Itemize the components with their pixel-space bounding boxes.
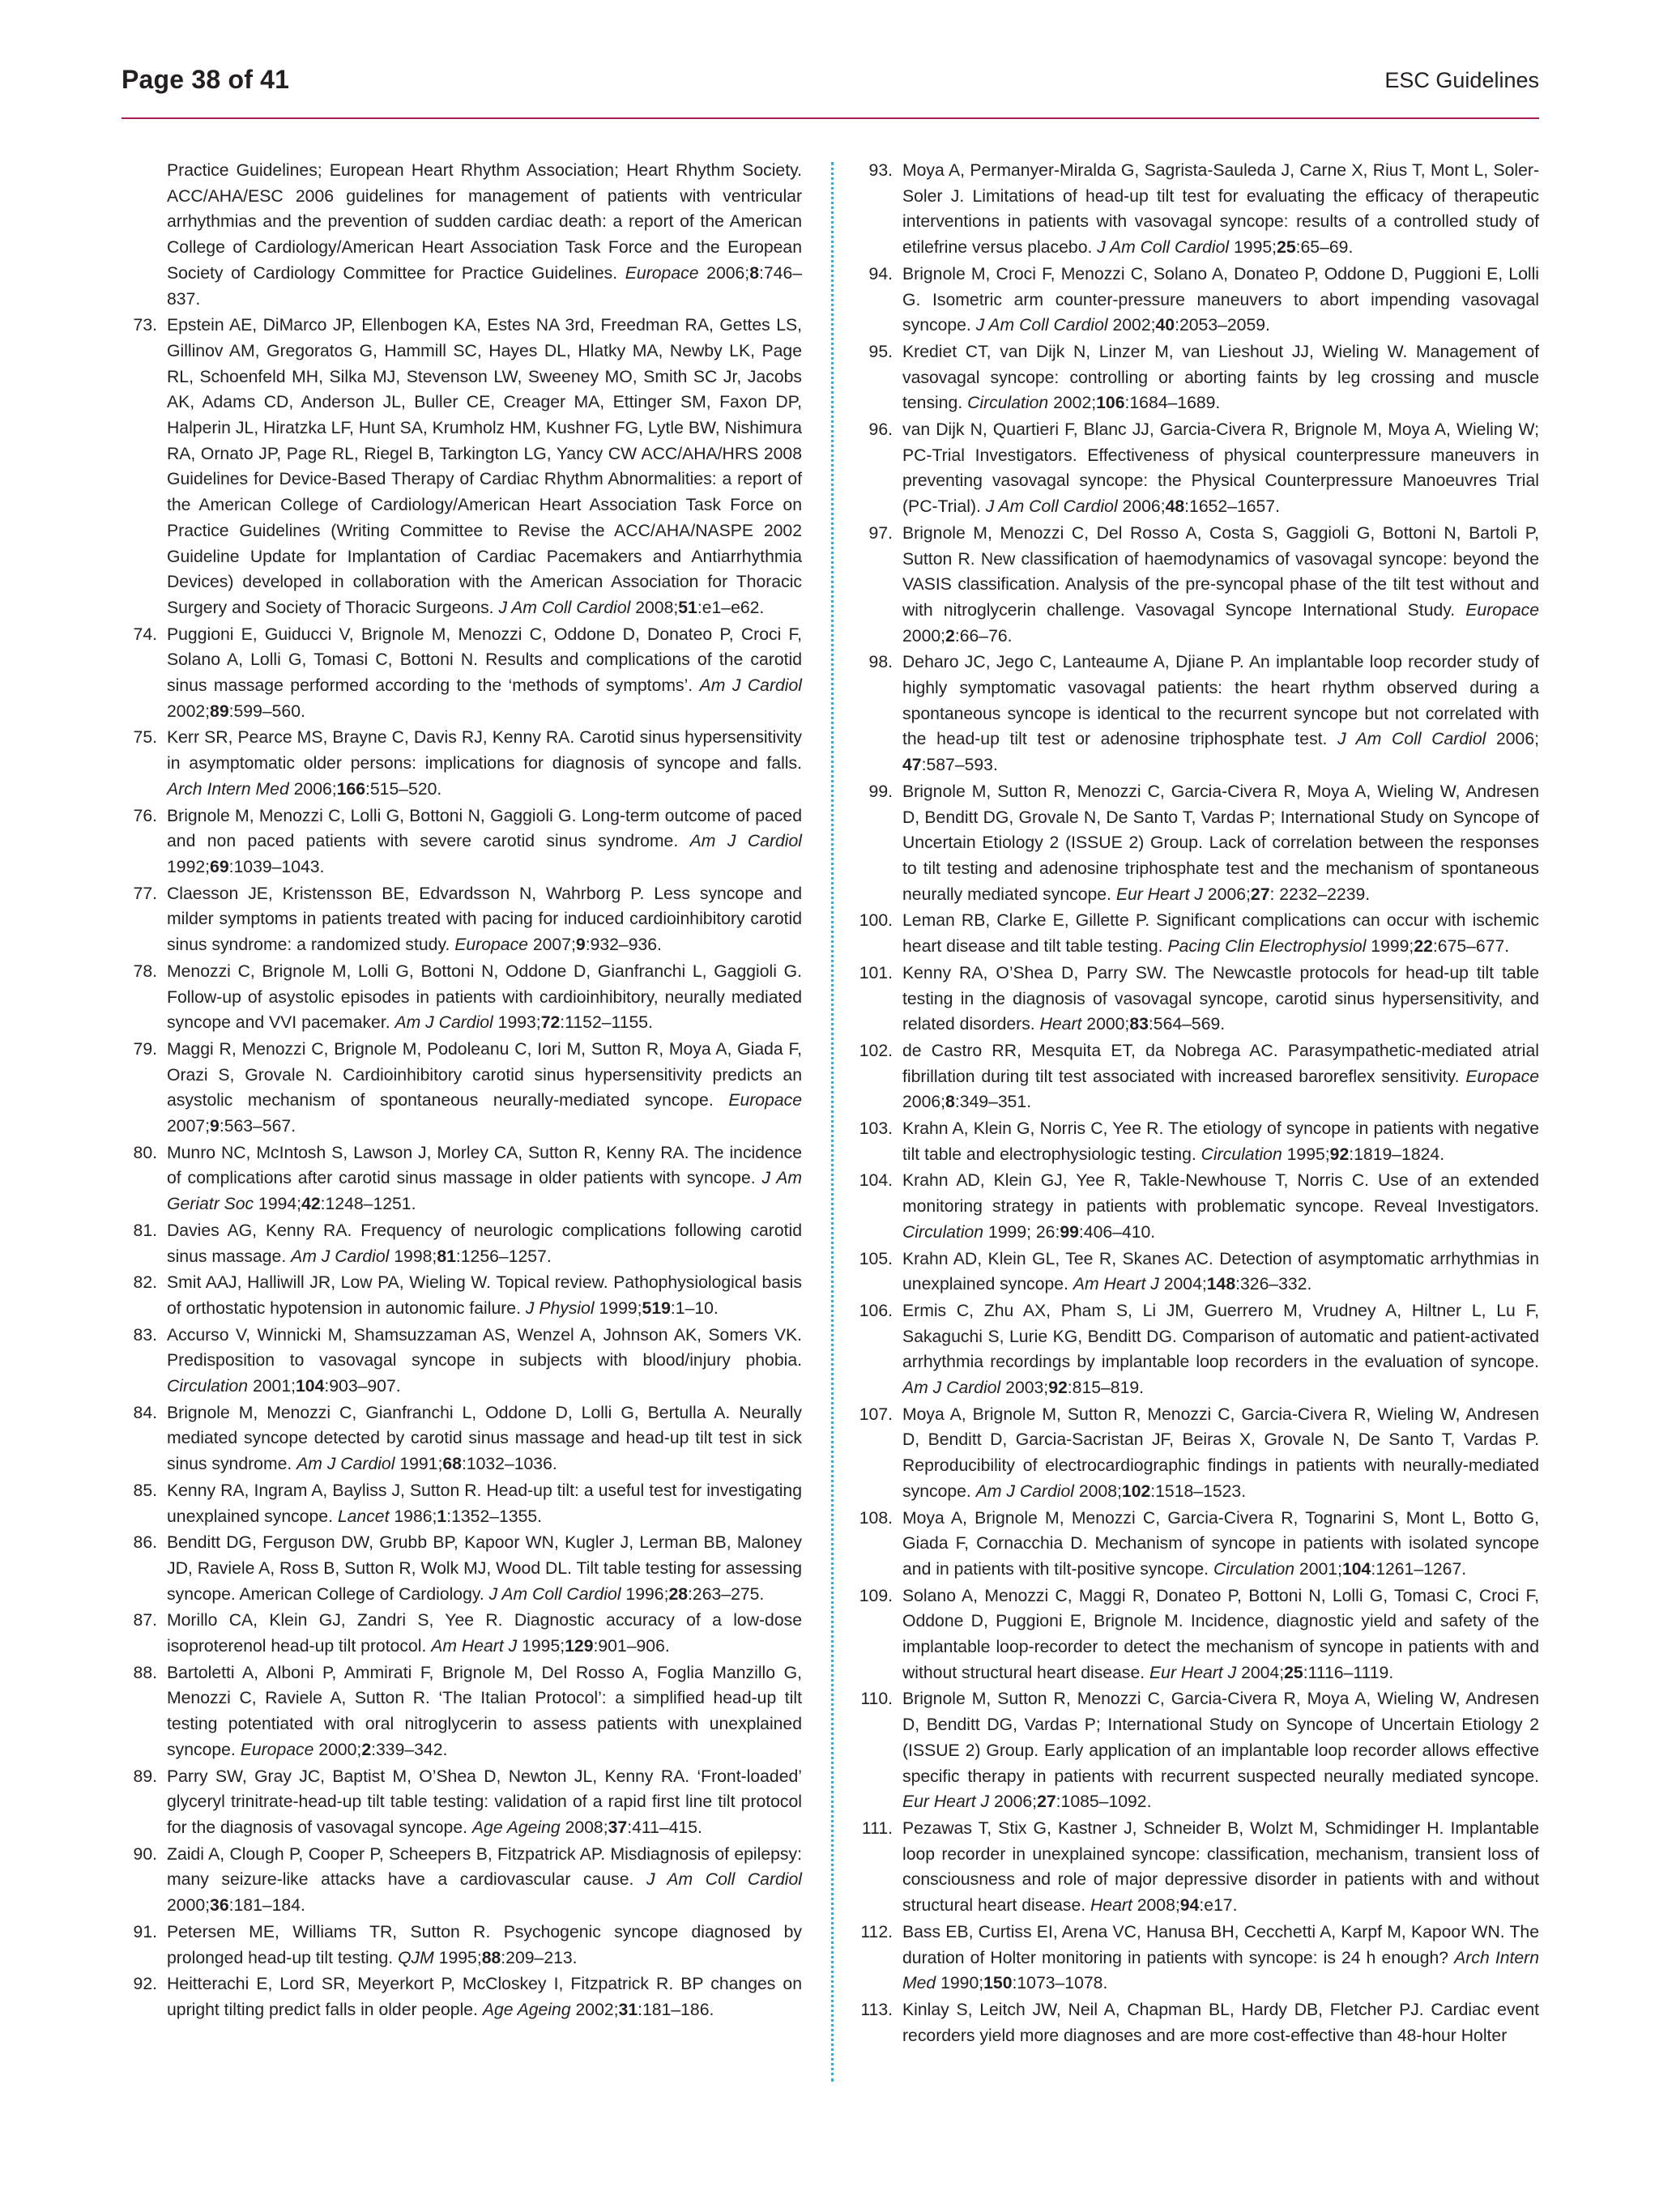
reference-text: Bass EB, Curtiss EI, Arena VC, Hanusa BH, Cecchetti A, Karpf M, Kapoor WN. The duration of Holter monitoring in patients with syncope: is 24 h enough?	[902, 1922, 1539, 1967]
reference-item	[857, 1920, 1539, 1997]
reference-number: 103.	[859, 1119, 893, 1139]
reference-pages: :326–332.	[1235, 1275, 1312, 1294]
reference-item	[857, 650, 1539, 778]
reference-journal: Europace	[1465, 600, 1539, 620]
reference-journal: J Am Coll Cardiol	[488, 1584, 621, 1604]
reference-journal: Circulation	[1201, 1144, 1282, 1164]
reference-item	[122, 1323, 802, 1400]
reference-pages: :563–567.	[219, 1117, 296, 1136]
reference-number: 107.	[859, 1404, 893, 1424]
reference-pages: : 2232–2239.	[1269, 884, 1371, 904]
reference-year: 1998;	[389, 1247, 437, 1266]
reference-item	[857, 1583, 1539, 1686]
reference-volume: 83	[1129, 1015, 1149, 1034]
reference-continuation	[122, 158, 802, 312]
reference-journal: Am J Cardiol	[291, 1247, 390, 1266]
reference-pages: :1116–1119.	[1303, 1663, 1394, 1682]
reference-year: 2006;	[706, 263, 750, 283]
reference-pages: :411–415.	[627, 1818, 702, 1837]
reference-journal: Circulation	[167, 1377, 249, 1396]
reference-volume: 37	[608, 1818, 628, 1837]
reference-item	[122, 1920, 802, 1971]
reference-item	[122, 1608, 802, 1659]
reference-volume: 9	[575, 936, 586, 955]
reference-text: Krahn A, Klein G, Norris C, Yee R. The etiology of syncope in patients with negative tilt table and electrophysiologic testing.	[902, 1119, 1539, 1164]
reference-item	[857, 779, 1539, 908]
reference-text: Morillo CA, Klein GJ, Zandri S, Yee R. Diagnostic accuracy of a low-dose isoproterenol head-up tilt protocol.	[167, 1611, 802, 1656]
reference-year: 2000;	[167, 1896, 211, 1916]
reference-item	[122, 1842, 802, 1919]
reference-text: Benditt DG, Ferguson DW, Grubb BP, Kapoor WN, Kugler J, Lerman BB, Maloney JD, Raviele A, Ross B, Sutton R, Wolk MJ, Wood DL. Tilt table testing for assessing syncope. American College of Cardiology.	[167, 1533, 802, 1604]
reference-year: 2000;	[902, 626, 946, 646]
reference-item	[857, 262, 1539, 339]
reference-text: Brignole M, Croci F, Menozzi C, Solano A, Donateo P, Oddone D, Puggioni E, Lolli G. Isometric arm counter-pressure maneuvers to abort impending vasovagal syncope.	[902, 264, 1539, 335]
reference-text: Solano A, Menozzi C, Maggi R, Donateo P, Bottoni N, Lolli G, Tomasi C, Croci F, Oddone D, Puggioni E, Brignole M. Incidence, diagnostic yield and safety of the implantable loop-recorder to detect the mechanism of syncope in patients with and without structural heart disease.	[902, 1586, 1539, 1682]
reference-pages: :1039–1043.	[228, 857, 325, 876]
reference-year: 1992;	[167, 857, 211, 876]
reference-journal: J Am Geriatr Soc	[167, 1169, 802, 1214]
reference-pages: :587–593.	[921, 756, 998, 775]
reference-year: 2006;	[1117, 497, 1166, 517]
reference-text: Kerr SR, Pearce MS, Brayne C, Davis RJ, Kenny RA. Carotid sinus hypersensitivity in asymptomatic older persons: implications for diagnosis of syncope and falls.	[167, 728, 802, 774]
reference-text: Ermis C, Zhu AX, Pham S, Li JM, Guerrero M, Vrudney A, Hiltner L, Lu F, Sakaguchi S, Lurie KG, Benditt DG. Comparison of automatic and patient-activated arrhythmia recordings by implantable loop recorders in the evaluation of syncope.	[902, 1301, 1539, 1372]
reference-text: Krediet CT, van Dijk N, Linzer M, van Lieshout JJ, Wieling W. Management of vasovagal syncope: controlling or aborting faints by leg crossing and muscle tensing.	[902, 342, 1539, 413]
column-divider	[831, 162, 834, 2082]
reference-year: 2008;	[1132, 1896, 1180, 1916]
reference-number: 83.	[133, 1325, 157, 1345]
reference-year: 1995;	[1282, 1144, 1330, 1164]
reference-pages: :1073–1078.	[1012, 1974, 1108, 1993]
reference-pages: :209–213.	[501, 1948, 578, 1967]
reference-item	[857, 1168, 1539, 1245]
reference-year: 2002;	[570, 2000, 619, 2019]
reference-volume: 8	[749, 263, 759, 283]
reference-number: 106.	[859, 1301, 893, 1320]
reference-item	[122, 622, 802, 725]
reference-item	[857, 1298, 1539, 1401]
reference-number: 99.	[868, 782, 893, 801]
reference-volume: 27	[1250, 884, 1270, 904]
reference-number: 77.	[133, 884, 157, 903]
reference-text: Brignole M, Sutton R, Menozzi C, Garcia-Civera R, Moya A, Wieling W, Andresen D, Benditt DG, Grovale N, De Santo T, Vardas P; International Study on Syncope of Uncertain Etiology 2 (ISSUE 2) Group. Lack of correlation between the responses to tilt testing and adenosine triphosphate test and the mechanism of spontaneous neurally mediated syncope.	[902, 782, 1539, 904]
reference-text: Zaidi A, Clough P, Cooper P, Scheepers B, Fitzpatrick AP. Misdiagnosis of epilepsy: many seizure-like attacks have a cardiovascular cause.	[167, 1844, 802, 1890]
reference-journal: QJM	[398, 1948, 434, 1967]
reference-item	[122, 1270, 802, 1321]
reference-volume: 2	[361, 1740, 372, 1759]
reference-journal: J Am Coll Cardiol	[646, 1870, 803, 1890]
reference-volume: 1	[437, 1507, 447, 1526]
reference-journal: Europace	[1465, 1067, 1540, 1086]
reference-pages: :2053–2059.	[1175, 316, 1270, 335]
reference-number: 85.	[133, 1481, 157, 1500]
reference-year: 1999;	[1366, 937, 1414, 957]
reference-journal: J Am Coll Cardiol	[975, 316, 1108, 335]
reference-item	[857, 1686, 1539, 1815]
reference-volume: 40	[1155, 316, 1175, 335]
reference-pages: :1032–1036.	[461, 1455, 557, 1474]
reference-volume: 102	[1121, 1481, 1151, 1501]
reference-year: 1993;	[493, 1013, 541, 1033]
reference-pages: :1518–1523.	[1150, 1481, 1247, 1501]
reference-pages: :515–520.	[365, 779, 442, 799]
journal-title: ESC Guidelines	[1384, 68, 1539, 92]
reference-pages: :675–677.	[1432, 937, 1510, 957]
reference-volume: 72	[540, 1013, 561, 1033]
reference-year: 1995;	[433, 1948, 482, 1967]
reference-pages: :901–906.	[593, 1637, 670, 1656]
reference-number: 79.	[133, 1039, 157, 1059]
reference-number: 113.	[860, 2000, 893, 2019]
reference-journal: J Am Coll Cardiol	[1097, 238, 1230, 258]
reference-item	[857, 339, 1539, 416]
page-header	[122, 65, 1539, 113]
reference-list-left	[122, 313, 802, 2022]
reference-number: 93.	[868, 161, 893, 180]
reference-number: 97.	[868, 523, 893, 543]
reference-pages: :903–907.	[324, 1377, 401, 1396]
reference-number: 111.	[861, 1819, 893, 1838]
reference-volume: 9	[210, 1117, 220, 1136]
reference-item	[857, 1506, 1539, 1583]
reference-journal: Arch Intern Med	[902, 1948, 1539, 1993]
reference-pages: :349–351.	[954, 1093, 1032, 1112]
reference-text: Deharo JC, Jego C, Lanteaume A, Djiane P. An implantable loop recorder study of highly symptomatic vasovagal patients: the heart rhythm observed during a spontaneous syncope is identical to the recurrent syncope but not correlated with the head-up tilt test or adenosine triphosphate test.	[902, 653, 1539, 749]
reference-year: 1999; 26:	[983, 1222, 1060, 1242]
reference-volume: 25	[1284, 1663, 1303, 1682]
reference-text: Brignole M, Menozzi C, Lolli G, Bottoni N, Gaggioli G. Long-term outcome of paced and non paced patients with severe carotid sinus syndrome.	[167, 806, 802, 851]
reference-item	[857, 417, 1539, 520]
reference-column-right	[857, 158, 1539, 2049]
reference-journal: Am J Cardiol	[975, 1481, 1074, 1501]
reference-number: 104.	[859, 1171, 893, 1191]
reference-pages: :e17.	[1199, 1896, 1238, 1916]
reference-text: Krahn AD, Klein GJ, Yee R, Takle-Newhouse T, Norris C. Use of an extended monitoring strategy in patients with problematic syncope. Reveal Investigators.	[902, 1171, 1539, 1217]
reference-pages: :181–186.	[638, 2000, 714, 2019]
reference-volume: 89	[210, 701, 229, 721]
reference-text: Brignole M, Menozzi C, Gianfranchi L, Oddone D, Lolli G, Bertulla A. Neurally mediated syncope detected by carotid sinus massage and head-up tilt test in sick sinus syndrome.	[167, 1403, 802, 1474]
reference-text: Puggioni E, Guiducci V, Brignole M, Menozzi C, Oddone D, Donateo P, Croci F, Solano A, Lolli G, Tomasi C, Bottoni N. Results and complications of the carotid sinus massage performed according to the ‘methods of symptoms’.	[167, 624, 802, 696]
reference-year: 1996;	[621, 1584, 669, 1604]
reference-text: Kinlay S, Leitch JW, Neil A, Chapman BL, Hardy DB, Fletcher PJ. Cardiac event recorders yield more diagnoses and are more cost-effective than 48-hour Holter	[902, 2000, 1539, 2045]
reference-text: Davies AG, Kenny RA. Frequency of neurologic complications following carotid sinus massage.	[167, 1221, 802, 1266]
reference-text: Kenny RA, Ingram A, Bayliss J, Sutton R. Head-up tilt: a useful test for investigating unexplained syncope.	[167, 1481, 802, 1526]
reference-number: 96.	[868, 420, 893, 440]
reference-pages: :815–819.	[1067, 1379, 1145, 1398]
reference-number: 89.	[133, 1767, 157, 1786]
reference-text: Krahn AD, Klein GL, Tee R, Skanes AC. Detection of asymptomatic arrhythmias in unexplained syncope.	[902, 1249, 1539, 1294]
reference-journal: Europace	[625, 263, 699, 283]
reference-year: 2002;	[1048, 394, 1097, 413]
reference-volume: 36	[210, 1896, 229, 1916]
reference-journal: Eur Heart J	[1115, 884, 1203, 904]
reference-text: Brignole M, Sutton R, Menozzi C, Garcia-Civera R, Moya A, Wieling W, Andresen D, Benditt DG, Vardas P; International Study on Syncope of Uncertain Etiology 2 (ISSUE 2) Group. Early application of an implantable loop recorder allows effective specific therapy in patients with recurrent suspected neurally mediated syncope.	[902, 1690, 1539, 1786]
reference-volume: 27	[1037, 1792, 1056, 1812]
reference-number: 92.	[133, 1975, 157, 1994]
reference-item	[122, 725, 802, 802]
reference-number: 105.	[859, 1249, 893, 1268]
reference-number: 84.	[133, 1403, 157, 1422]
reference-volume: 25	[1277, 238, 1296, 258]
reference-year: 1994;	[254, 1195, 302, 1214]
reference-text: Leman RB, Clarke E, Gillette P. Significant complications can occur with ischemic heart disease and tilt table testing.	[902, 911, 1539, 957]
reference-volume: 48	[1165, 497, 1185, 517]
reference-journal: Europace	[728, 1091, 803, 1110]
reference-pages: :339–342.	[371, 1740, 448, 1759]
reference-pages: :181–184.	[228, 1896, 305, 1916]
reference-pages: :932–936.	[585, 936, 662, 955]
reference-item	[122, 1764, 802, 1841]
reference-journal: Age Ageing	[471, 1818, 561, 1837]
reference-volume: 99	[1060, 1222, 1079, 1242]
reference-volume: 150	[983, 1974, 1013, 1993]
reference-year: 2006;	[902, 1093, 946, 1112]
reference-year: 1999;	[594, 1298, 642, 1318]
reference-number: 100.	[859, 911, 893, 931]
reference-journal: Am Heart J	[431, 1637, 518, 1656]
reference-volume: 166	[336, 779, 366, 799]
reference-number: 78.	[133, 961, 157, 981]
reference-item	[122, 1530, 802, 1607]
reference-year: 2006;	[288, 779, 337, 799]
reference-item	[122, 1400, 802, 1477]
reference-pages: :599–560.	[228, 701, 305, 721]
page-number: Page 38 of 41	[122, 65, 290, 94]
reference-journal: Am Heart J	[1073, 1275, 1159, 1294]
reference-journal: Eur Heart J	[902, 1792, 990, 1812]
reference-number: 110.	[860, 1690, 893, 1709]
reference-number: 87.	[133, 1611, 157, 1630]
reference-year: 2007;	[167, 1117, 211, 1136]
reference-text: Moya A, Permanyer-Miralda G, Sagrista-Sauleda J, Carne X, Rius T, Mont L, Soler-Soler J. Limitations of head-up tilt test for evaluating the efficacy of therapeutic interventions in patients with vasovagal syncope: results of a controlled study of etilefrine versus placebo.	[902, 161, 1539, 258]
reference-journal: Pacing Clin Electrophysiol	[1167, 937, 1367, 957]
reference-volume: 28	[668, 1584, 689, 1604]
reference-volume: 104	[296, 1377, 325, 1396]
reference-number: 82.	[133, 1273, 157, 1293]
reference-text: Moya A, Brignole M, Sutton R, Menozzi C, Garcia-Civera R, Wieling W, Andresen D, Benditt D, Garcia-Sacristan JF, Beiras X, Grovale N, De Santo T, Vardas P. Reproducibility of electrocardiographic findings in patients with neurally-mediated syncope.	[902, 1404, 1539, 1501]
reference-text: Maggi R, Menozzi C, Brignole M, Podoleanu C, Iori M, Sutton R, Moya A, Giada F, Orazi S, Grovale N. Cardioinhibitory carotid sinus hypersensitivity predicts an asystolic mechanism of spontaneous neurally-mediated syncope.	[167, 1039, 802, 1110]
reference-volume: 81	[437, 1247, 456, 1266]
reference-volume: 129	[565, 1637, 594, 1656]
reference-journal: Lancet	[337, 1507, 390, 1526]
reference-pages: :1819–1824.	[1349, 1144, 1445, 1164]
reference-pages: :1–10.	[670, 1298, 719, 1318]
reference-volume: 31	[618, 2000, 638, 2019]
reference-year: 2001;	[1294, 1559, 1342, 1579]
reference-text: Claesson JE, Kristensson BE, Edvardsson N, Wahrborg P. Less syncope and milder symptoms in patients treated with pacing for induced cardioinhibitory carotid sinus syndrome: a randomized study.	[167, 884, 802, 955]
reference-number: 88.	[133, 1663, 157, 1682]
reference-year: 2006;	[1202, 884, 1251, 904]
reference-text: Bartoletti A, Alboni P, Ammirati F, Brignole M, Del Rosso A, Foglia Manzillo G, Menozzi C, Raviele A, Sutton R. ‘The Italian Protocol’: a simplified head-up tilt testing potentiated with oral nitroglycerin to assess patients with unexplained syncope.	[167, 1663, 802, 1759]
reference-volume: 69	[210, 857, 229, 876]
reference-year: 2002;	[1107, 316, 1156, 335]
reference-journal: Am J Cardiol	[296, 1455, 395, 1474]
reference-item	[857, 1402, 1539, 1505]
reference-pages: :406–410.	[1078, 1222, 1156, 1242]
reference-number: 80.	[133, 1143, 157, 1162]
reference-pages: :1085–1092.	[1056, 1792, 1152, 1812]
reference-journal: Europace	[240, 1740, 314, 1759]
reference-text: Accurso V, Winnicki M, Shamsuzzaman AS, Wenzel A, Johnson AK, Somers VK. Predisposition to vasovagal syncope in subjects with blood/injury phobia.	[167, 1325, 802, 1370]
reference-number: 94.	[868, 264, 893, 283]
reference-pages: :1261–1267.	[1371, 1559, 1467, 1579]
reference-journal: Circulation	[902, 1222, 984, 1242]
reference-item	[857, 1247, 1539, 1298]
reference-text: Pezawas T, Stix G, Kastner J, Schneider B, Wolzt M, Schmidinger H. Implantable loop recorder in unexplained syncope: classification, mechanism, transient loss of consciousness and role of major depressive disorder in patients with and without structural heart disease.	[902, 1819, 1539, 1916]
reference-journal: J Am Coll Cardiol	[498, 598, 631, 617]
reference-item	[857, 961, 1539, 1038]
reference-item	[122, 1478, 802, 1529]
reference-volume: 2	[945, 626, 955, 646]
reference-text: Parry SW, Gray JC, Baptist M, O’Shea D, Newton JL, Kenny RA. ‘Front-loaded’ glyceryl trinitrate-head-up tilt table testing: validation of a rapid first line tilt protocol for the diagnosis of vasovagal syncope.	[167, 1767, 802, 1837]
reference-volume: 519	[642, 1298, 671, 1318]
reference-number: 73.	[133, 316, 157, 335]
reference-journal: J Am Coll Cardiol	[985, 497, 1118, 517]
reference-number: 101.	[859, 963, 893, 982]
reference-year: 2002;	[167, 701, 211, 721]
reference-journal: J Am Coll Cardiol	[1337, 730, 1486, 749]
header-rule	[122, 117, 1539, 119]
reference-text: Kenny RA, O’Shea D, Parry SW. The Newcastle protocols for head-up tilt table testing in the diagnosis of vasovagal syncope, carotid sinus hypersensitivity, and related disorders.	[902, 963, 1539, 1034]
reference-text: Menozzi C, Brignole M, Lolli G, Bottoni N, Oddone D, Gianfranchi L, Gaggioli G. Follow-up of asystolic episodes in patients with cardioinhibitory, neurally mediated syncope and VVI pacemaker.	[167, 961, 802, 1033]
reference-journal: J Physiol	[525, 1298, 595, 1318]
reference-text: van Dijk N, Quartieri F, Blanc JJ, Garcia-Civera R, Brignole M, Moya A, Wieling W; PC-Trial Investigators. Effectiveness of physical counterpressure maneuvers in preventing vasovagal syncope: the Physical Counterpressure Manoeuvres Trial (PC-Trial).	[902, 420, 1539, 517]
reference-year: 1990;	[936, 1974, 984, 1993]
reference-volume: 8	[945, 1093, 955, 1112]
reference-year: 2001;	[248, 1377, 296, 1396]
reference-pages: :263–275.	[688, 1584, 765, 1604]
reference-volume: 68	[442, 1455, 462, 1474]
reference-year: 2004;	[1236, 1663, 1285, 1682]
reference-volume: 51	[678, 598, 697, 617]
reference-year: 2000;	[1081, 1015, 1130, 1034]
reference-number: 112.	[860, 1922, 893, 1941]
reference-year: 2008;	[630, 598, 679, 617]
reference-journal: Heart	[1039, 1015, 1082, 1034]
reference-item	[122, 1218, 802, 1269]
reference-year: 1995;	[1229, 238, 1277, 258]
reference-item	[857, 521, 1539, 650]
reference-pages: :1248–1251.	[320, 1195, 416, 1214]
reference-item	[122, 1140, 802, 1217]
reference-pages: :66–76.	[954, 626, 1013, 646]
reference-year: 2003;	[1000, 1379, 1049, 1398]
reference-volume: 92	[1048, 1379, 1068, 1398]
reference-year: 2000;	[313, 1740, 362, 1759]
reference-journal: Arch Intern Med	[167, 779, 289, 799]
reference-year: 1991;	[394, 1455, 443, 1474]
reference-item	[857, 1816, 1539, 1919]
reference-journal: Circulation	[1213, 1559, 1295, 1579]
reference-year: 2006;	[989, 1792, 1038, 1812]
reference-journal: Eur Heart J	[1149, 1663, 1237, 1682]
reference-volume: 148	[1206, 1275, 1236, 1294]
reference-volume: 88	[481, 1948, 501, 1967]
reference-year: 1995;	[517, 1637, 565, 1656]
reference-journal: Heart	[1090, 1896, 1132, 1916]
reference-year: 2008;	[560, 1818, 608, 1837]
reference-item	[857, 158, 1539, 261]
reference-year: 1986;	[389, 1507, 437, 1526]
reference-item	[857, 1038, 1539, 1115]
reference-list-right	[857, 158, 1539, 2048]
reference-pages: :1652–1657.	[1184, 497, 1280, 517]
reference-item	[122, 313, 802, 620]
reference-pages: :1352–1355.	[446, 1507, 543, 1526]
reference-pages: :746–837.	[167, 263, 803, 309]
reference-volume: 47	[902, 756, 922, 775]
reference-pages: :e1–e62.	[697, 598, 765, 617]
reference-number: 86.	[133, 1533, 157, 1553]
reference-item	[122, 1037, 802, 1140]
reference-item	[122, 1971, 802, 2022]
reference-volume: 92	[1329, 1144, 1350, 1164]
reference-text: Brignole M, Menozzi C, Del Rosso A, Costa S, Gaggioli G, Bottoni N, Bartoli P, Sutton R. New classification of haemodynamics of vasovagal syncope: beyond the VASIS classification. Analysis of the pre-syncopal phase of the tilt test without and with nitroglycerin challenge. Vasovagal Syncope International Study.	[902, 523, 1539, 620]
reference-pages: :1684–1689.	[1124, 394, 1221, 413]
reference-number: 74.	[133, 624, 157, 644]
reference-year: 2008;	[1073, 1481, 1122, 1501]
reference-journal: Am J Cardiol	[394, 1013, 493, 1033]
reference-number: 91.	[133, 1922, 157, 1941]
reference-item	[857, 1116, 1539, 1167]
reference-number: 95.	[868, 342, 893, 361]
reference-number: 108.	[859, 1508, 893, 1528]
reference-journal: Circulation	[967, 394, 1049, 413]
reference-number: 76.	[133, 806, 157, 825]
reference-journal: Am J Cardiol	[902, 1379, 1001, 1398]
reference-number: 109.	[859, 1586, 893, 1605]
reference-number: 81.	[133, 1221, 157, 1240]
reference-number: 75.	[133, 728, 157, 748]
reference-journal: Europace	[454, 936, 528, 955]
reference-text: Heitterachi E, Lord SR, Meyerkort P, McCloskey I, Fitzpatrick R. BP changes on upright tilting predict falls in older people.	[167, 1975, 802, 2019]
reference-year: 2004;	[1158, 1275, 1207, 1294]
reference-text: Practice Guidelines; European Heart Rhythm Association; Heart Rhythm Society. ACC/AHA/ESC 2006 guidelines for management of patients with ventricular arrhythmias and the prevention of sudden cardiac death: a report of the American College of Cardiology/American Heart Association Task Force and the European Society of Cardiology Committee for Practice Guidelines.	[167, 161, 802, 283]
reference-year: 2007;	[527, 936, 576, 955]
reference-volume: 94	[1179, 1896, 1200, 1916]
reference-text: Petersen ME, Williams TR, Sutton R. Psychogenic syncope diagnosed by prolonged head-up tilt testing.	[167, 1922, 802, 1967]
reference-text: Smit AAJ, Halliwill JR, Low PA, Wieling W. Topical review. Pathophysiological basis of orthostatic hypotension in autonomic failure.	[167, 1273, 802, 1318]
reference-item	[122, 881, 802, 958]
reference-item	[122, 803, 802, 880]
reference-pages: :1152–1155.	[560, 1013, 653, 1033]
reference-journal: Age Ageing	[482, 2000, 571, 2019]
reference-pages: :564–569.	[1148, 1015, 1226, 1034]
reference-item	[122, 959, 802, 1036]
reference-volume: 22	[1414, 937, 1433, 957]
reference-item	[857, 1997, 1539, 2048]
reference-pages: :1256–1257.	[455, 1247, 552, 1266]
reference-year: 2006;	[1486, 730, 1540, 749]
reference-number: 102.	[859, 1041, 893, 1060]
reference-journal: Am J Cardiol	[689, 832, 802, 851]
reference-text: Munro NC, McIntosh S, Lawson J, Morley CA, Sutton R, Kenny RA. The incidence of complications after carotid sinus massage in older patients with syncope.	[167, 1143, 802, 1188]
reference-text: de Castro RR, Mesquita ET, da Nobrega AC. Parasympathetic-mediated atrial fibrillation during tilt test associated with increased baroreflex sensitivity.	[902, 1041, 1539, 1086]
reference-item	[122, 1660, 802, 1763]
reference-text: Moya A, Brignole M, Menozzi C, Garcia-Civera R, Tognarini S, Mont L, Botto G, Giada F, Cornacchia D. Mechanism of syncope in patients with isolated syncope and in patients with tilt-positive syncope.	[902, 1508, 1539, 1579]
reference-volume: 106	[1096, 394, 1125, 413]
reference-item	[857, 908, 1539, 959]
reference-volume: 104	[1341, 1559, 1371, 1579]
reference-pages: :65–69.	[1295, 238, 1354, 258]
reference-journal: Am J Cardiol	[699, 676, 802, 696]
reference-number: 98.	[868, 653, 893, 672]
reference-text: Epstein AE, DiMarco JP, Ellenbogen KA, Estes NA 3rd, Freedman RA, Gettes LS, Gillinov AM, Gregoratos G, Hammill SC, Hayes DL, Hlatky MA, Newby LK, Page RL, Schoenfeld MH, Silka MJ, Stevenson LW, Sweeney MO, Smith SC Jr, Jacobs AK, Adams CD, Anderson JL, Buller CE, Creager MA, Ettinger SM, Faxon DP, Halperin JL, Hiratzka LF, Hunt SA, Krumholz HM, Kushner FG, Lytle BW, Nishimura RA, Ornato JP, Page RL, Riegel B, Tarkington LG, Yancy CW ACC/AHA/HRS 2008 Guidelines for Device-Based Therapy of Cardiac Rhythm Abnormalities: a report of the American College of Cardiology/American Heart Association Task Force on Practice Guidelines (Writing Committee to Revise the ACC/AHA/NASPE 2002 Guideline Update for Implantation of Cardiac Pacemakers and Antiarrhythmia Devices) developed in collaboration with the American Association for Thoracic Surgery and Society of Thoracic Surgeons.	[167, 316, 802, 617]
reference-number: 90.	[133, 1844, 157, 1864]
reference-volume: 42	[301, 1195, 321, 1214]
reference-column-left	[122, 158, 802, 2024]
